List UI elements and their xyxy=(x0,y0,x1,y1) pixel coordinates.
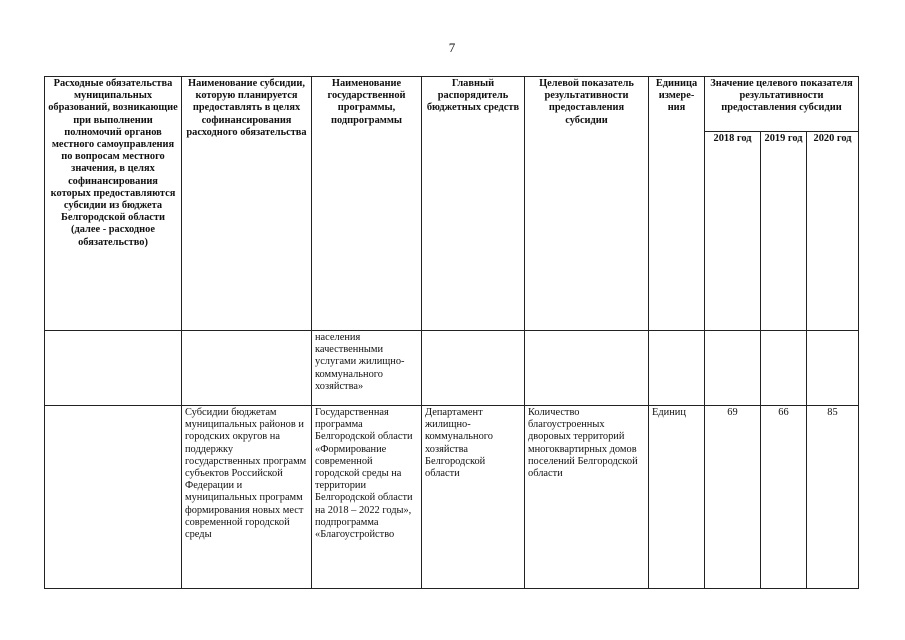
cell-unit: Единиц xyxy=(649,406,705,589)
cell-value-2020: 85 xyxy=(807,406,859,589)
header-subsidy-name: Наименование субсидии, которую планируется предоставлять в целях софинансирования расходного обязательства xyxy=(182,77,312,331)
cell-program: населения качественными услугами жилищно-коммунального хозяйства» xyxy=(312,331,422,406)
header-program-name: Наименование государственной программы, подпрограммы xyxy=(312,77,422,331)
cell-manager xyxy=(422,331,525,406)
table-row xyxy=(45,406,859,589)
cell-value-2018: 69 xyxy=(705,406,761,589)
cell-unit xyxy=(649,331,705,406)
cell-manager: Департамент жилищно-коммунального хозяйства Белгородской области xyxy=(422,406,525,589)
cell-value-2020 xyxy=(807,331,859,406)
cell-obligation xyxy=(45,331,182,406)
header-indicator-values: Значение целевого показателя результативности предоставления субсидии xyxy=(705,77,859,132)
cell-value-2019: 66 xyxy=(761,406,807,589)
cell-indicator: Количество благоустроенных дворовых территорий многоквартирных домов поселений Белгородской области xyxy=(525,406,649,589)
header-budget-manager: Главный распорядитель бюджетных средств xyxy=(422,77,525,331)
cell-subsidy xyxy=(182,331,312,406)
header-year-2020: 2020 год xyxy=(807,132,859,331)
page-number: 7 xyxy=(448,40,456,55)
header-row xyxy=(45,77,859,132)
cell-value-2018 xyxy=(705,331,761,406)
header-expenditure-obligations: Расходные обязательства муниципальных образований, возникающие при выполнении полномочий органов местного самоуправления по вопросам местного значения, в целях софинансирования которых предоставляются субсидии из бюджета Белгородской области (далее - расходное обязательство) xyxy=(45,77,182,331)
cell-obligation xyxy=(45,406,182,589)
header-year-2019: 2019 год xyxy=(761,132,807,331)
cell-value-2019 xyxy=(761,331,807,406)
header-target-indicator: Целевой показатель результативности предоставления субсидии xyxy=(525,77,649,331)
header-year-2018: 2018 год xyxy=(705,132,761,331)
header-unit: Единица измере-ния xyxy=(649,77,705,331)
cell-indicator xyxy=(525,331,649,406)
cell-program: Государственная программа Белгородской области «Формирование современной городской среды на территории Белгородской области на 2018 – 2022 годы», подпрограмма «Благоустройство xyxy=(312,406,422,589)
subsidy-table xyxy=(44,76,859,589)
cell-subsidy: Субсидии бюджетам муниципальных районов и городских округов на поддержку государственных программ субъектов Российской Федерации и муниципальных программ формирования новых мест современной городской среды xyxy=(182,406,312,589)
table-row xyxy=(45,331,859,406)
